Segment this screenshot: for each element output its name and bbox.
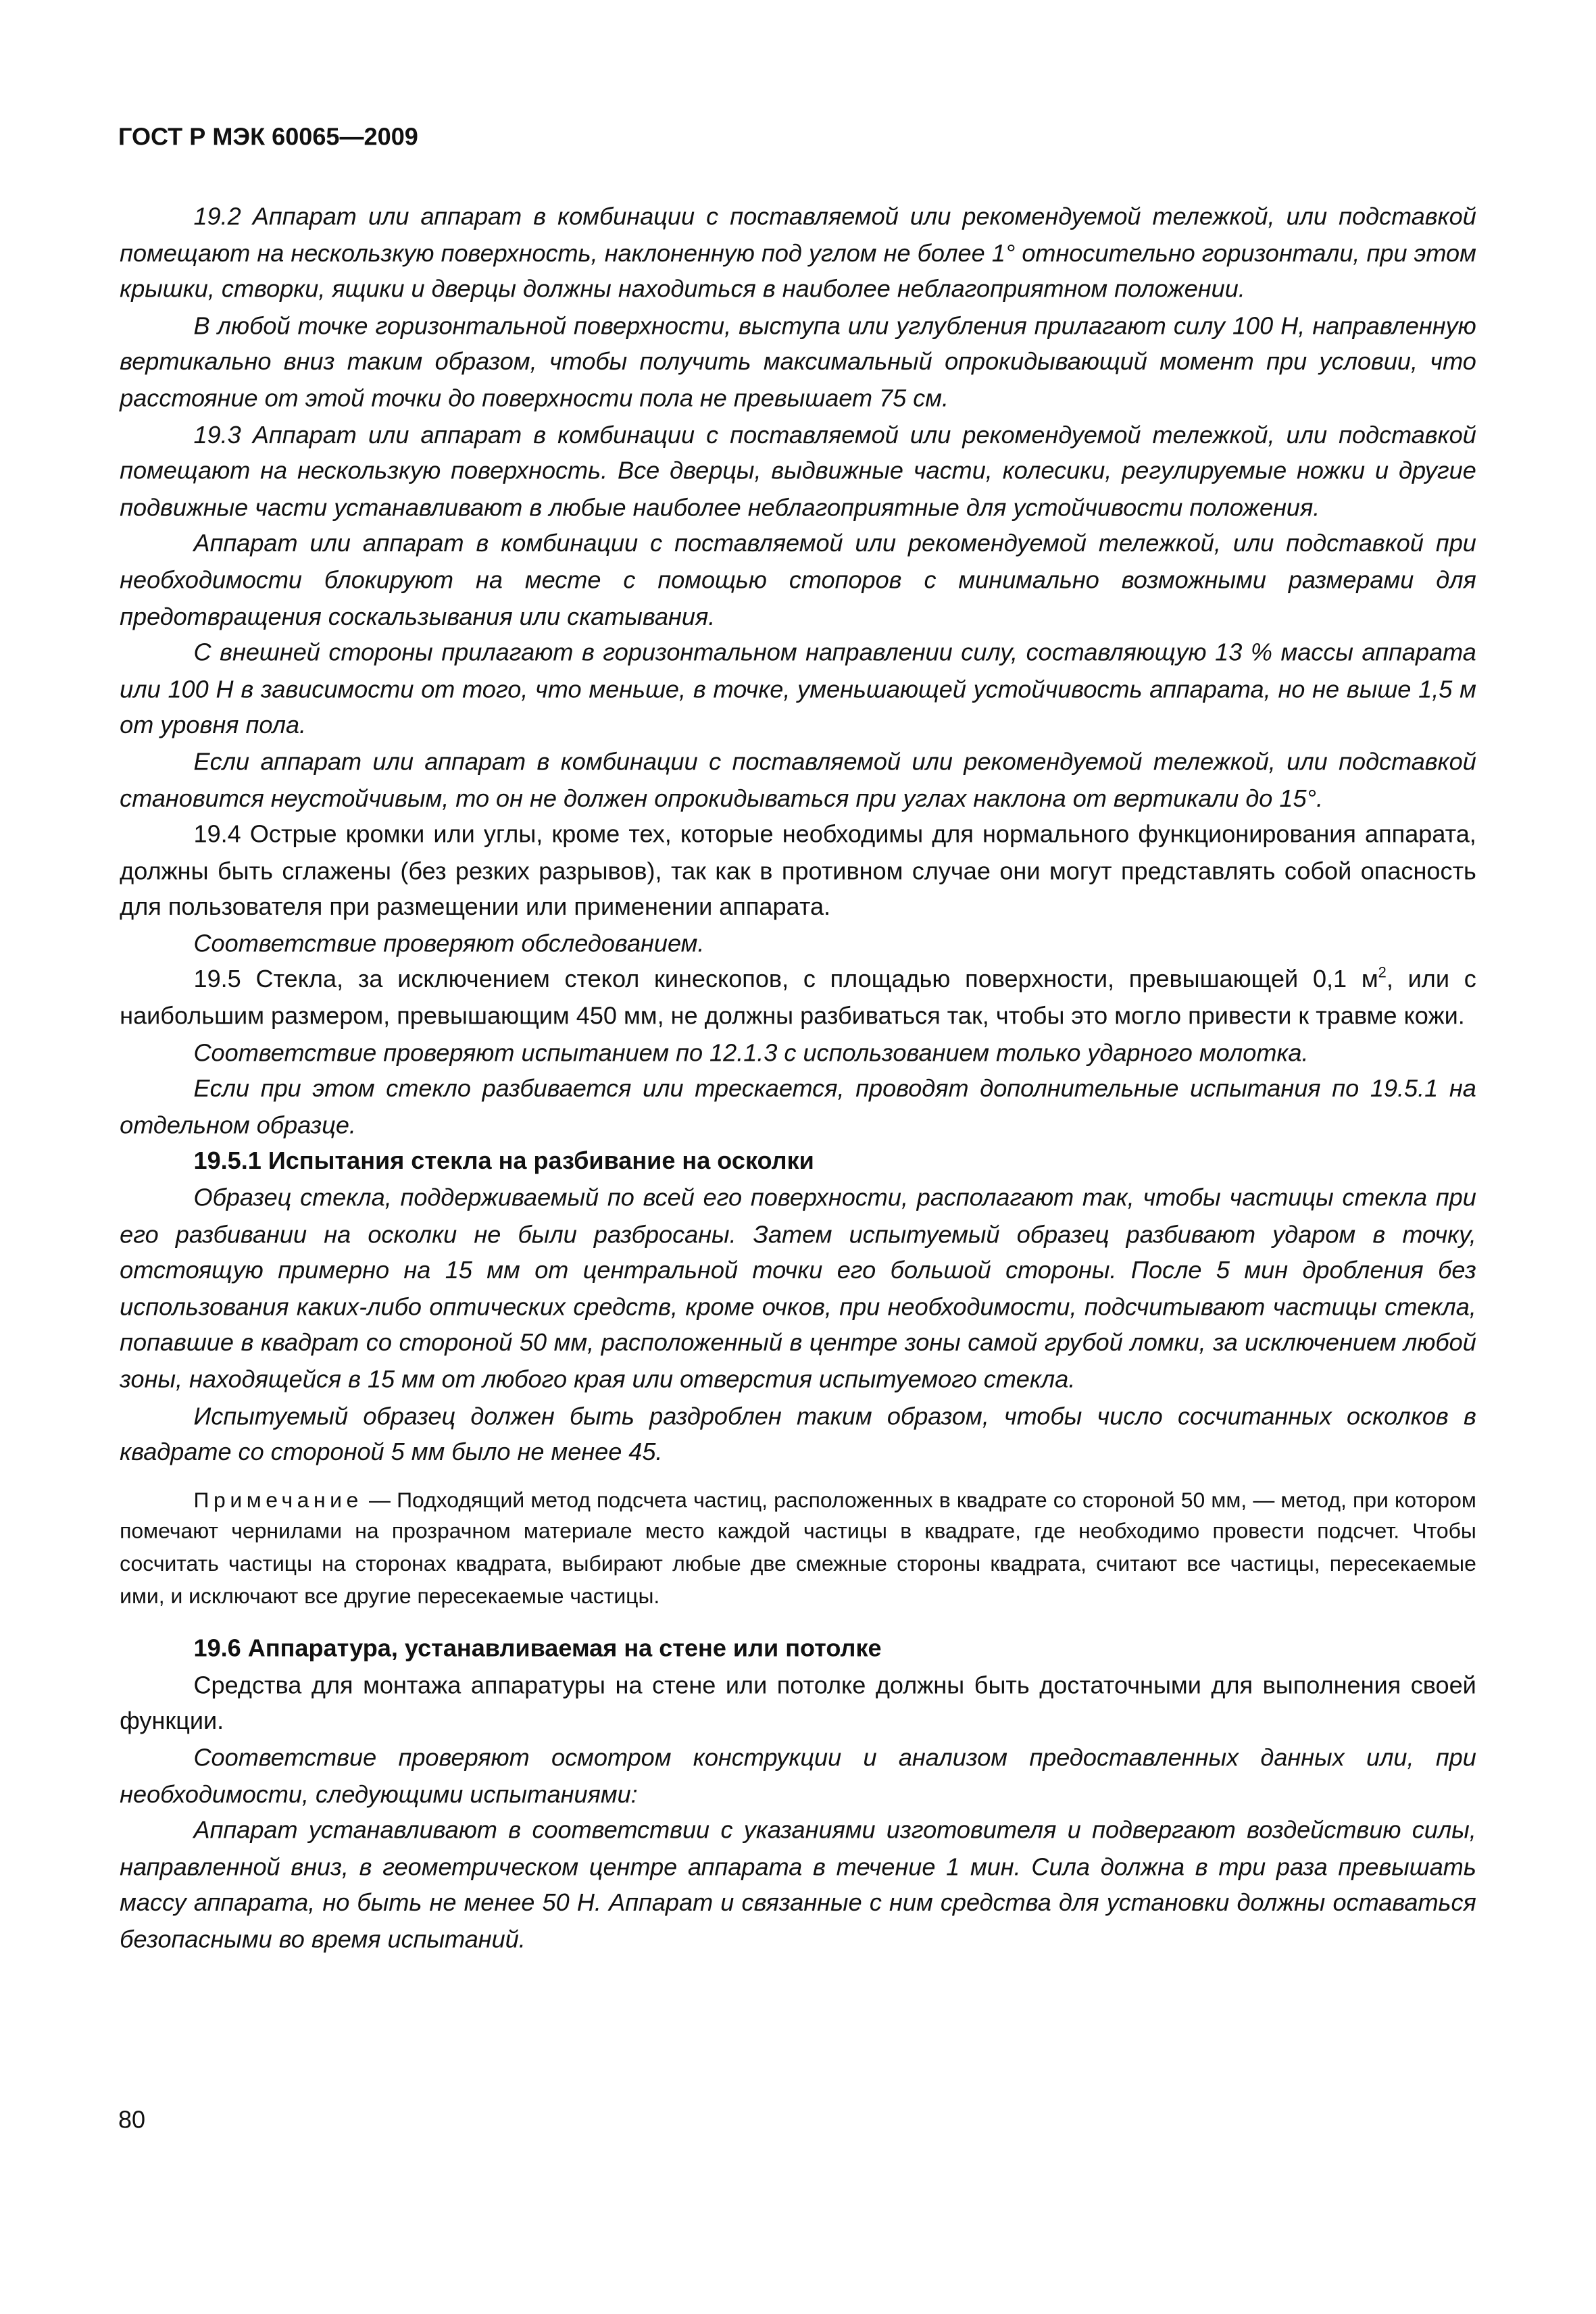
paragraph-horizontal-force: С внешней стороны прилагают в горизонтальном направлении силу, составляющую 13 % массы аппарата или 100 Н в зависимости от того, что меньше, в точке, уменьшающей устойчивость аппарата, но не выше 1,5 м от уровня пола. bbox=[120, 640, 1476, 740]
heading-19-5-1: 19.5.1 Испытания стекла на разбивание на осколки bbox=[193, 1149, 814, 1176]
page-number: 80 bbox=[118, 2107, 146, 2134]
paragraph-tilt-15: Если аппарат или аппарат в комбинации с поставляемой или рекомендуемой тележкой, или подставкой становится неустойчивым, то он не должен опрокидываться при углах наклона от вертикали до 15°. bbox=[120, 749, 1476, 812]
clause-19-5 bbox=[120, 963, 1476, 1036]
heading-19-6: 19.6 Аппаратура, устанавливаемая на стене или потолке bbox=[193, 1636, 882, 1663]
paragraph-mounting-test: Аппарат устанавливают в соответствии с указаниями изготовителя и подвергают воздействию силы, направленной вниз, в геометрическом центре аппарата в течение 1 мин. Сила должна в три раза превышать массу аппарата, но быть не менее 50 Н. Аппарат и связанные с ним средства для установки должны оставаться безопасными во время испытаний. bbox=[120, 1817, 1476, 1954]
note-text: — Подходящий метод подсчета частиц, расположенных в квадрате со стороной 50 мм, — метод, при котором помечают чернилами на прозрачном материале место каждой частицы в квадрате, где необходимо провести подсчет. Чтобы сосчитать частицы на сторонах квадрата, выбирают любые две смежные стороны квадрата, считают все частицы, пересекаемые ими, и исключают все другие пересекаемые частицы. bbox=[120, 1489, 1476, 1609]
paragraph-mounting-means: Средства для монтажа аппаратуры на стене или потолке должны быть достаточными для выполнения своей функции. bbox=[120, 1672, 1476, 1736]
paragraph-force-100n: В любой точке горизонтальной поверхности, выступа или углубления прилагают силу 100 Н, направленную вертикально вниз таким образом, чтобы получить максимальный опрокидывающий момент при условии, что расстояние от этой точки до поверхности пола не превышает 75 см. bbox=[120, 313, 1476, 413]
clause-19-5-part1: 19.5 Стекла, за исключением стекол кинескопов, с площадью поверхности, превышающей 0,1 м bbox=[193, 967, 1378, 994]
paragraph-fragments-45: Испытуемый образец должен быть раздроблен таким образом, чтобы число сосчитанных осколков в квадрате со стороной 5 мм было не менее 45. bbox=[120, 1403, 1476, 1466]
compliance-inspection: Соответствие проверяют обследованием. bbox=[193, 930, 705, 957]
note bbox=[120, 1486, 1476, 1614]
paragraph-blocking: Аппарат или аппарат в комбинации с поставляемой или рекомендуемой тележкой, или подставкой при необходимости блокируют на месте с помощью стопоров с минимально возможными размерами для предотвращения соскальзывания или скатывания. bbox=[120, 530, 1476, 630]
superscript-2: 2 bbox=[1378, 966, 1387, 983]
paragraph-additional-tests: Если при этом стекло разбивается или трескается, проводят дополнительные испытания по 19.5.1 на отдельном образце. bbox=[120, 1076, 1476, 1139]
document-header: ГОСТ Р МЭК 60065—2009 bbox=[118, 124, 418, 151]
compliance-hammer-test: Соответствие проверяют испытанием по 12.1.3 с использованием только ударного молотка. bbox=[193, 1039, 1309, 1067]
compliance-construction: Соответствие проверяют осмотром конструкции и анализом предоставленных данных или, при необходимости, следующими испытаниями: bbox=[120, 1744, 1476, 1808]
clause-19-5-part2: , или с наибольшим размером, превышающим 450 мм, не должны разбиваться так, чтобы это могло привести к травме кожи. bbox=[120, 967, 1476, 1030]
clause-19-3: 19.3 Аппарат или аппарат в комбинации с поставляемой или рекомендуемой тележкой, или подставкой помещают на нескользкую поверхность. Все дверцы, выдвижные части, колесики, регулируемые ножки и другие подвижные части устанавливают в любые наиболее неблагоприятные для устойчивости положения. bbox=[120, 422, 1476, 522]
clause-19-2: 19.2 Аппарат или аппарат в комбинации с поставляемой или рекомендуемой тележкой, или подставкой помещают на нескользкую поверхность, наклоненную под углом не более 1° относительно горизонтали, при этом крышки, створки, ящики и дверцы должны находиться в наиболее неблагоприятном положении. bbox=[120, 203, 1476, 303]
clause-19-4: 19.4 Острые кромки или углы, кроме тех, которые необходимы для нормального функционирования аппарата, должны быть сглажены (без резких разрывов), так как в противном случае они могут представлять собой опасность для пользователя при размещении или применении аппарата. bbox=[120, 822, 1476, 922]
note-label: Примечание bbox=[193, 1489, 363, 1513]
paragraph-glass-sample: Образец стекла, поддерживаемый по всей его поверхности, располагают так, чтобы частицы стекла при его разбивании на осколки не были разбросаны. Затем испытуемый образец разбивают ударом в точку, отстоящую примерно на 15 мм от центральной точки его большой стороны. После 5 мин дробления без использования каких-либо оптических средств, кроме очков, при необходимости, подсчитывают частицы стекла, попавшие в квадрат со стороной 50 мм, расположенный в центре зоны самой грубой ломки, за исключением любой зоны, находящейся в 15 мм от любого края или отверстия испытуемого стекла. bbox=[120, 1185, 1476, 1394]
document-body bbox=[120, 199, 1476, 1959]
